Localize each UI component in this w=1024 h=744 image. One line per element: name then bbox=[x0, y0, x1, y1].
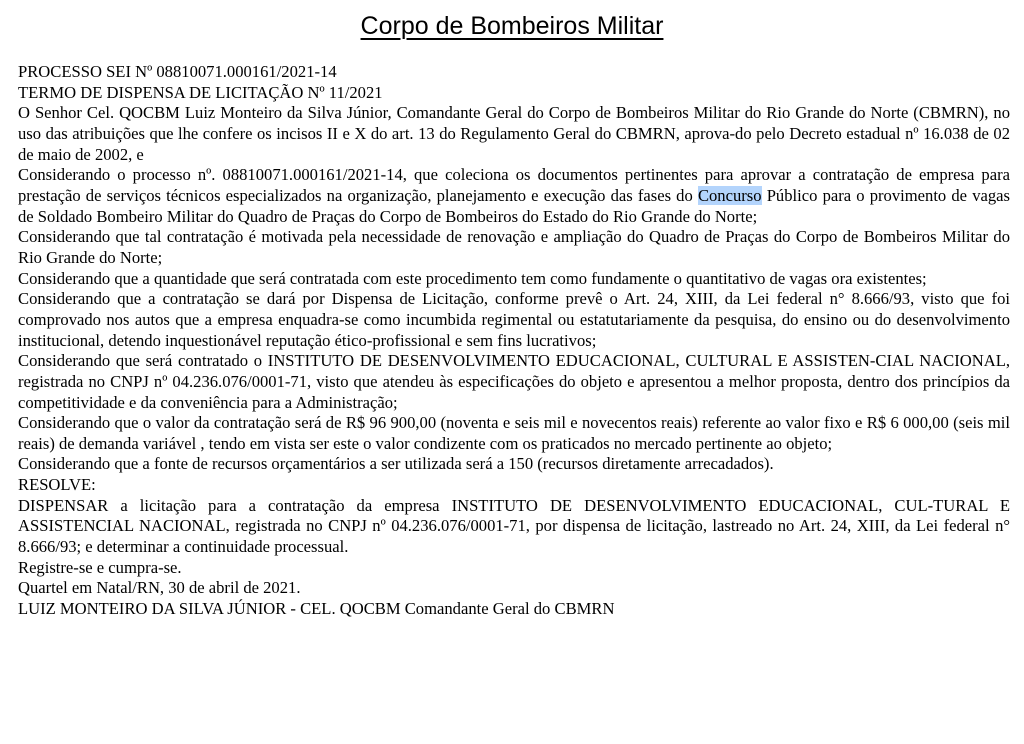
considering-paragraph-4: Considerando que a contratação se dará por Dispensa de Licitação, conforme prevê o Art. 24, XIII, da Lei federal n° 8.666/93, visto que foi comprovado nos autos que a empresa enquadra-se como incumbida regimental ou estatutariamente da pesquisa, do ensino ou do desenvolvimento institucional, detendo inquestionável reputação ético-profissional e sem fins lucrativos; bbox=[18, 289, 1010, 350]
document-body bbox=[18, 62, 1010, 620]
resolution-paragraph: DISPENSAR a licitação para a contratação da empresa INSTITUTO DE DESENVOLVIMENTO EDUCACIONAL, CUL-TURAL E ASSISTENCIAL NACIONAL, registrada no CNPJ nº 04.236.076/0001-71, por dispensa de licitação, lastreado no Art. 24, XIII, da Lei federal n° 8.666/93; e determinar a continuidade processual. bbox=[18, 495, 1010, 557]
intro-paragraph: O Senhor Cel. QOCBM Luiz Monteiro da Silva Júnior, Comandante Geral do Corpo de Bombeiros Militar do Rio Grande do Norte (CBMRN), no uso das atribuições que lhe confere os incisos II e X do art. 13 do Regulamento Geral do CBMRN, aprova-do pelo Decreto estadual nº 16.038 de 02 de maio de 2002, e bbox=[18, 103, 1010, 164]
closing-line: Registre-se e cumpra-se. bbox=[18, 557, 182, 577]
considering-paragraph-6: Considerando que o valor da contratação será de R$ 96 900,00 (noventa e seis mil e novecentos reais) referente ao valor fixo e R$ 6 000,00 (seis mil reais) de demanda variável , tendo em vista ser este o valor condizente com os praticados no mercado pertinente ao objeto; bbox=[18, 413, 1010, 453]
considering-paragraph-1: Considerando o processo nº. 08810071.000161/2021-14, que coleciona os documentos pertinentes para aprovar a contratação de empresa para prestação de serviços técnicos especializados na organização, planejamento e execução das fases do Concurso Público para o provimento de vagas de Soldado Bombeiro Militar do Quadro de Praças do Corpo de Bombeiros do Estado do Rio Grande do Norte; bbox=[18, 165, 1010, 226]
resolve-heading: RESOLVE: bbox=[18, 475, 96, 495]
highlighted-text[interactable]: Concurso bbox=[697, 185, 762, 205]
considering-paragraph-5: Considerando que será contratado o INSTITUTO DE DESENVOLVIMENTO EDUCACIONAL, CULTURAL E ASSISTEN-CIAL NACIONAL, registrada no CNPJ nº 04.236.076/0001-71, visto que atendeu às especificações do objeto e apresentou a melhor proposta, dentro dos princípios da competitividade e da conveniência para a Administração; bbox=[18, 351, 1010, 412]
document-title: Corpo de Bombeiros Militar bbox=[360, 12, 664, 40]
considering-paragraph-2: Considerando que tal contratação é motivada pela necessidade de renovação e ampliação do Quadro de Praças do Corpo de Bombeiros Militar do Rio Grande do Norte; bbox=[18, 227, 1010, 267]
place-date: Quartel em Natal/RN, 30 de abril de 2021. bbox=[18, 578, 301, 598]
waiver-term-number: TERMO DE DISPENSA DE LICITAÇÃO Nº 11/2021 bbox=[18, 82, 383, 102]
considering-paragraph-7: Considerando que a fonte de recursos orçamentários a ser utilizada será a 150 (recursos diretamente arrecadados). bbox=[18, 454, 774, 474]
considering-paragraph-3: Considerando que a quantidade que será contratada com este procedimento tem como fundamente o quantitativo de vagas ora existentes; bbox=[18, 268, 927, 288]
signature-line: LUIZ MONTEIRO DA SILVA JÚNIOR - CEL. QOCBM Comandante Geral do CBMRN bbox=[18, 599, 615, 619]
process-number: PROCESSO SEI Nº 08810071.000161/2021-14 bbox=[18, 62, 337, 81]
